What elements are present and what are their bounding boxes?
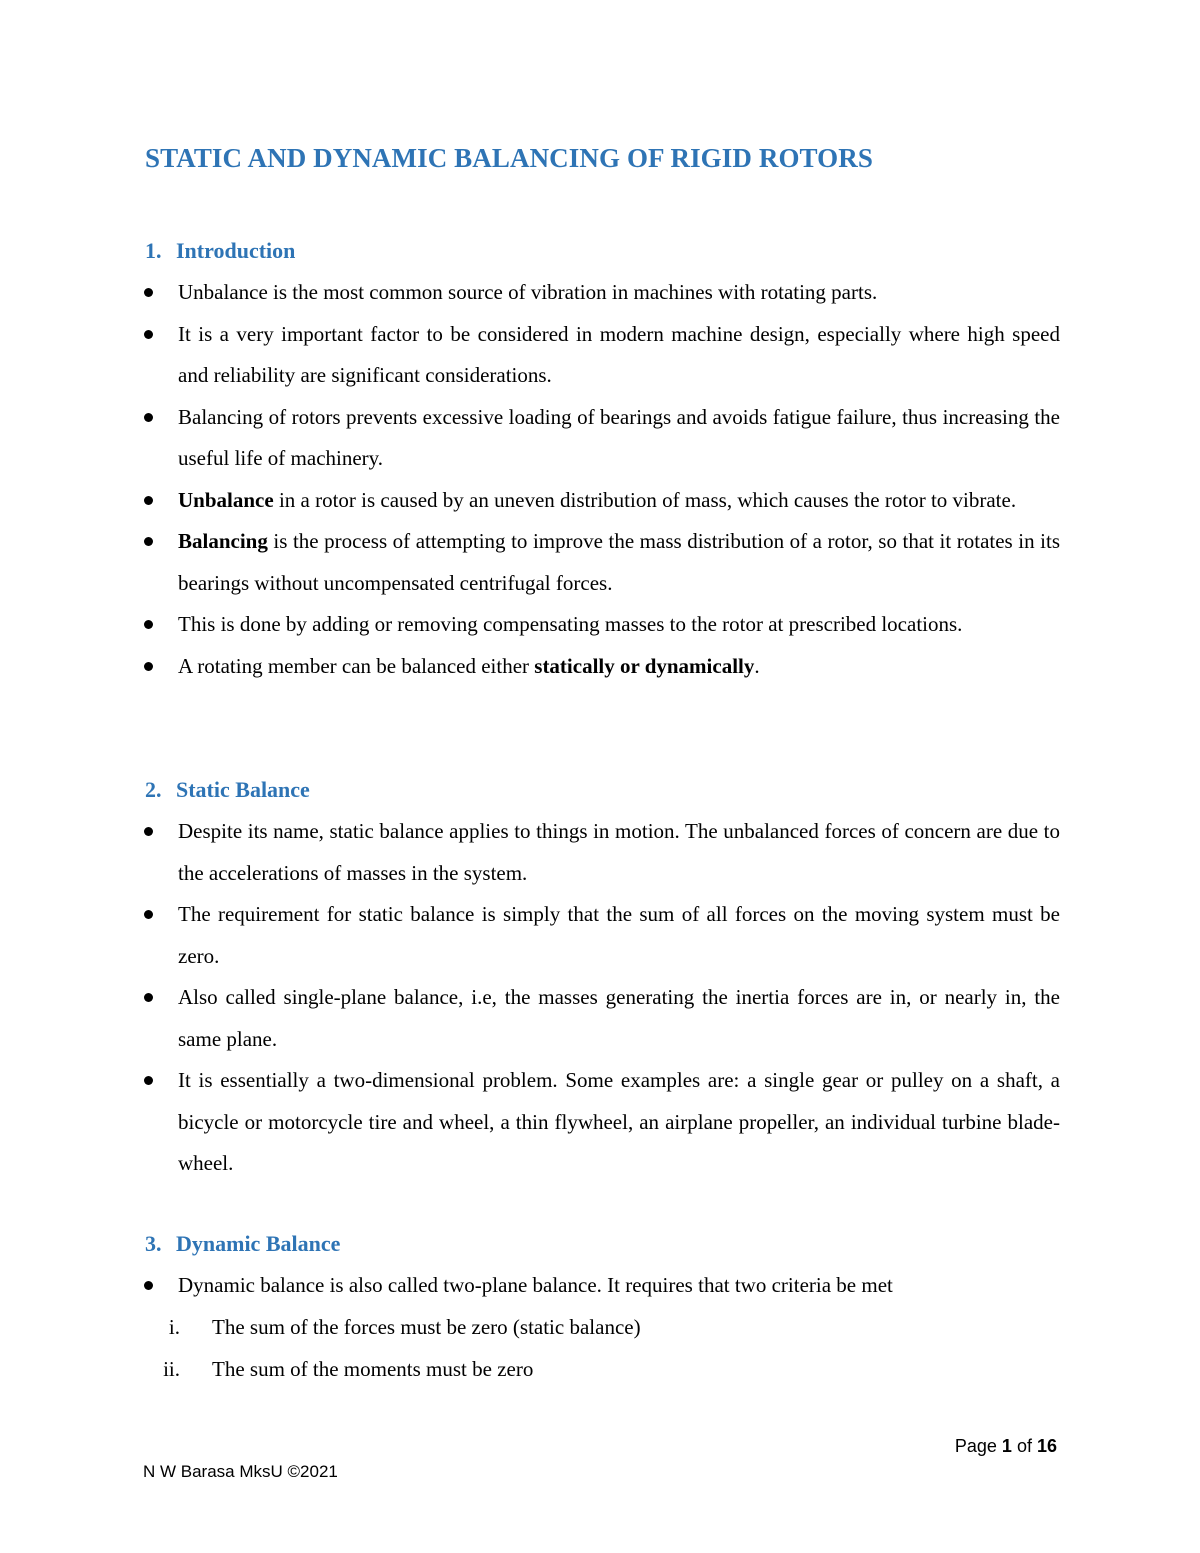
bullet-text: Also called single-plane balance, i.e, the masses generating the inertia forces are in, or nearly in, the same plane. [178, 985, 1060, 1051]
list-item [140, 521, 1060, 604]
page-number [955, 1436, 1057, 1457]
page-total: 16 [1036, 1436, 1057, 1456]
bold-term: Unbalance [178, 487, 274, 512]
criterion-text: The sum of the forces must be zero (static balance) [212, 1315, 641, 1339]
section-heading-introduction [145, 238, 295, 264]
criterion-text: The sum of the moments must be zero [212, 1356, 534, 1381]
section-number: 1. [145, 238, 162, 263]
bullet-text: It is a very important factor to be considered in modern machine design, especially where high speed and reliability are significant considerations. [178, 321, 1060, 387]
bullet-text: This is done by adding or removing compensating masses to the rotor at prescribed locations. [178, 612, 963, 636]
section-title: Introduction [176, 238, 296, 263]
section-number: 3. [145, 1231, 162, 1256]
list-item [140, 894, 1060, 977]
list-item [140, 314, 1060, 397]
section-heading-static-balance [145, 777, 310, 803]
bullet-text: is the process of attempting to improve the mass distribution of a rotor, so that it rotates in its bearings without uncompensated centrifugal forces. [178, 529, 1060, 595]
list-item [140, 977, 1060, 1060]
list-item [140, 1060, 1060, 1185]
page-of: of [1016, 1436, 1032, 1456]
document-title: STATIC AND DYNAMIC BALANCING OF RIGID ROTORS [145, 143, 873, 173]
footer-author: N W Barasa MksU ©2021 [143, 1462, 338, 1481]
list-item [140, 604, 1060, 646]
bullet-text: A rotating member can be balanced either [178, 653, 535, 678]
page-label: Page [954, 1436, 997, 1456]
list-item [140, 480, 1060, 522]
bullet-text: It is essentially a two-dimensional problem. Some examples are: a single gear or pulley on a shaft, a bicycle or motorcycle tire and wheel, a thin flywheel, an airplane propeller, an individual turbine blade-wheel. [178, 1068, 1060, 1175]
bullet-text: Balancing of rotors prevents excessive loading of bearings and avoids fatigue failure, thus increasing the useful life of machinery. [178, 404, 1060, 470]
introduction-bullets [140, 272, 1060, 687]
list-item [140, 272, 1060, 314]
section-title: Dynamic Balance [176, 1231, 341, 1256]
list-item [140, 811, 1060, 894]
bullet-text: Dynamic balance is also called two-plane balance. It requires that two criteria be met [178, 1273, 893, 1297]
list-item [140, 646, 1060, 688]
section-number: 2. [145, 777, 162, 802]
roman-numeral: ii. [163, 1356, 180, 1381]
bullet-tail: . [754, 653, 760, 678]
bullet-text: Unbalance is the most common source of vibration in machines with rotating parts. [178, 280, 878, 304]
bullet-text: in a rotor is caused by an uneven distribution of mass, which causes the rotor to vibrate. [273, 487, 1017, 512]
list-item [140, 1307, 1060, 1349]
dynamic-balance-bullets [140, 1265, 1060, 1307]
page-current: 1 [1001, 1436, 1012, 1456]
section-heading-dynamic-balance [145, 1231, 340, 1257]
list-item [140, 397, 1060, 480]
bold-term: Balancing [178, 529, 268, 553]
dynamic-balance-criteria [140, 1307, 1060, 1390]
bullet-text: The requirement for static balance is simply that the sum of all forces on the moving system must be zero. [178, 902, 1060, 968]
roman-numeral: i. [168, 1315, 180, 1339]
bold-term: statically or dynamically [534, 653, 755, 678]
list-item [140, 1349, 1060, 1391]
static-balance-bullets [140, 811, 1060, 1185]
bullet-text: Despite its name, static balance applies to things in motion. The unbalanced forces of concern are due to the accelerations of masses in the system. [178, 819, 1060, 885]
section-title: Static Balance [176, 777, 310, 802]
list-item [140, 1265, 1060, 1307]
